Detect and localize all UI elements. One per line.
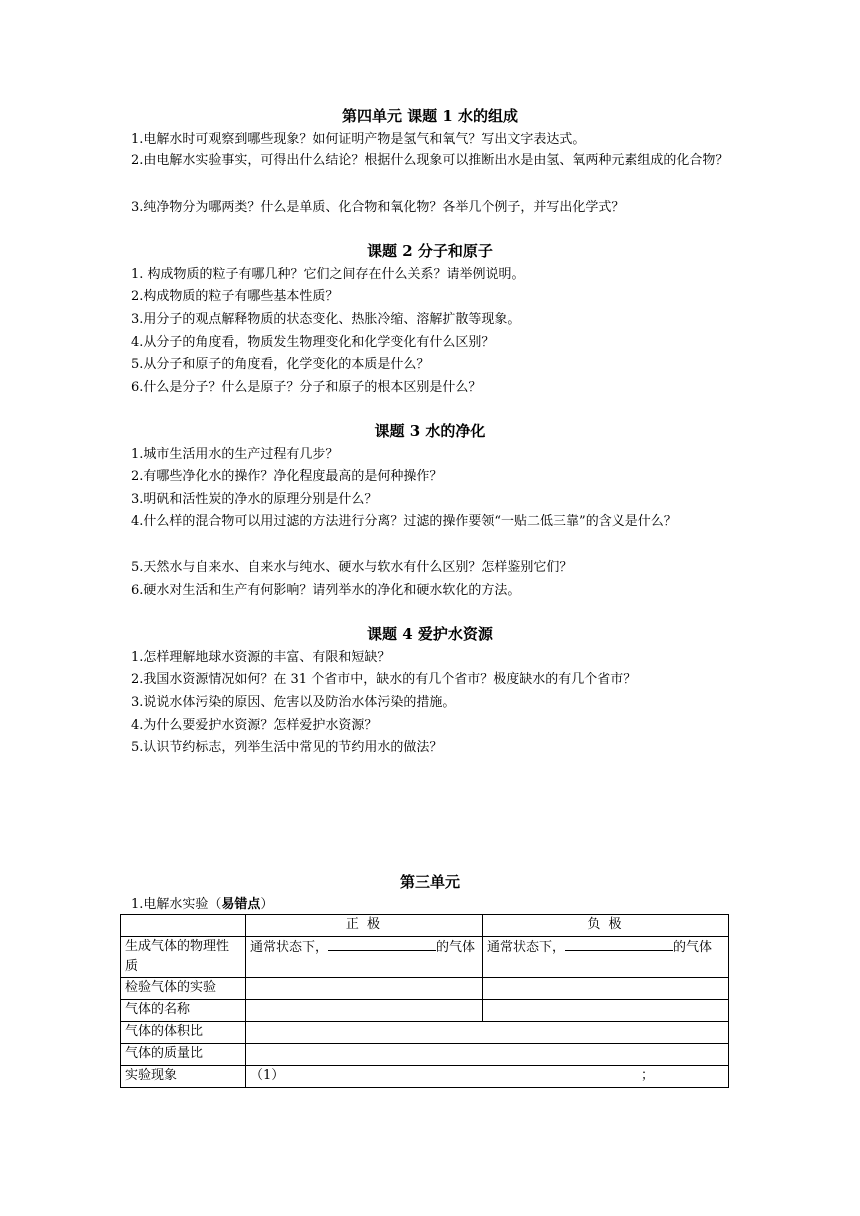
negative-electrode-header: 负 极 xyxy=(483,915,729,937)
row-label: 检验气体的实验 xyxy=(121,978,246,1000)
question-item: 2.构成物质的粒子有哪些基本性质？ xyxy=(131,289,339,304)
answer-cell[interactable] xyxy=(483,978,729,1000)
answer-cell[interactable] xyxy=(246,1000,483,1022)
question-item: 4.什么样的混合物可以用过滤的方法进行分离？过滤的操作要领“一贴二低三靠”的含义是什么？ xyxy=(131,514,677,529)
question-item: 1.城市生活用水的生产过程有几步？ xyxy=(131,447,339,462)
question-item: 3.纯净物分为哪两类？什么是单质、化合物和氧化物？各举几个例子，并写出化学式？ xyxy=(131,200,625,215)
question-item: 6.什么是分子？什么是原子？分子和原子的根本区别是什么？ xyxy=(131,380,482,395)
unit3-subtitle: 1.电解水实验（易错点） xyxy=(131,897,274,912)
question-item: 2.由电解水实验事实，可得出什么结论？根据什么现象可以推断出水是由氢、氧两种元素组成的化合物？ xyxy=(131,153,729,168)
row-label: 实验现象 xyxy=(121,1066,246,1088)
topic3-title: 课题 3 水的净化 xyxy=(374,422,486,440)
table-row xyxy=(121,937,729,978)
answer-blank[interactable] xyxy=(328,937,436,951)
table-row xyxy=(121,915,729,937)
electrolysis-table xyxy=(120,914,729,1088)
question-item: 3.用分子的观点解释物质的状态变化、热胀冷缩、溶解扩散等现象。 xyxy=(131,312,521,327)
answer-blank[interactable] xyxy=(565,937,673,951)
question-item: 3.明矾和活性炭的净水的原理分别是什么？ xyxy=(131,492,378,507)
row-label: 生成气体的物理性质 xyxy=(121,937,246,978)
question-item: 5.天然水与自来水、自来水与纯水、硬水与软水有什么区别？怎样鉴别它们？ xyxy=(131,560,573,575)
answer-cell[interactable] xyxy=(483,1000,729,1022)
unit3-title: 第三单元 xyxy=(399,873,460,891)
table-row xyxy=(121,1066,729,1088)
row-label: 气体的体积比 xyxy=(121,1022,246,1044)
unit4-title: 第四单元 课题 1 水的组成 xyxy=(341,107,519,125)
question-item: 5.认识节约标志，列举生活中常见的节约用水的做法？ xyxy=(131,740,443,755)
question-item: 3.说说水体污染的原因、危害以及防治水体污染的措施。 xyxy=(131,695,456,710)
question-item: 4.从分子的角度看，物质发生物理变化和化学变化有什么区别？ xyxy=(131,335,495,350)
question-item: 1.怎样理解地球水资源的丰富、有限和短缺？ xyxy=(131,650,391,665)
positive-physical-property-cell[interactable]: 通常状态下， 的气体 xyxy=(246,937,483,978)
table-cell xyxy=(121,915,246,937)
table-row xyxy=(121,1044,729,1066)
question-item: 1. 构成物质的粒子有哪几种？它们之间存在什么关系？请举例说明。 xyxy=(131,267,525,282)
experiment-phenomenon-cell[interactable]: （1） ； xyxy=(246,1066,729,1088)
question-item: 2.我国水资源情况如何？在 31 个省市中，缺水的有几个省市？极度缺水的有几个省市？ xyxy=(131,672,637,687)
question-item: 2.有哪些净化水的操作？净化程度最高的是何种操作？ xyxy=(131,469,443,484)
question-item: 4.为什么要爱护水资源？怎样爱护水资源？ xyxy=(131,718,378,733)
answer-cell[interactable] xyxy=(246,978,483,1000)
positive-electrode-header: 正 极 xyxy=(246,915,483,937)
question-item: 6.硬水对生活和生产有何影响？请列举水的净化和硬水软化的方法。 xyxy=(131,583,521,598)
table-row xyxy=(121,1000,729,1022)
row-label: 气体的质量比 xyxy=(121,1044,246,1066)
table-row xyxy=(121,978,729,1000)
answer-cell[interactable] xyxy=(246,1044,729,1066)
topic4-title: 课题 4 爱护水资源 xyxy=(367,625,493,643)
answer-cell[interactable] xyxy=(246,1022,729,1044)
row-label: 气体的名称 xyxy=(121,1000,246,1022)
topic2-title: 课题 2 分子和原子 xyxy=(367,242,493,260)
table-row xyxy=(121,1022,729,1044)
negative-physical-property-cell[interactable]: 通常状态下， 的气体 xyxy=(483,937,729,978)
question-item: 1.电解水时可观察到哪些现象？如何证明产物是氢气和氧气？写出文字表达式。 xyxy=(131,132,586,147)
error-prone-label: 易错点 xyxy=(221,897,261,912)
question-item: 5.从分子和原子的角度看，化学变化的本质是什么？ xyxy=(131,357,430,372)
